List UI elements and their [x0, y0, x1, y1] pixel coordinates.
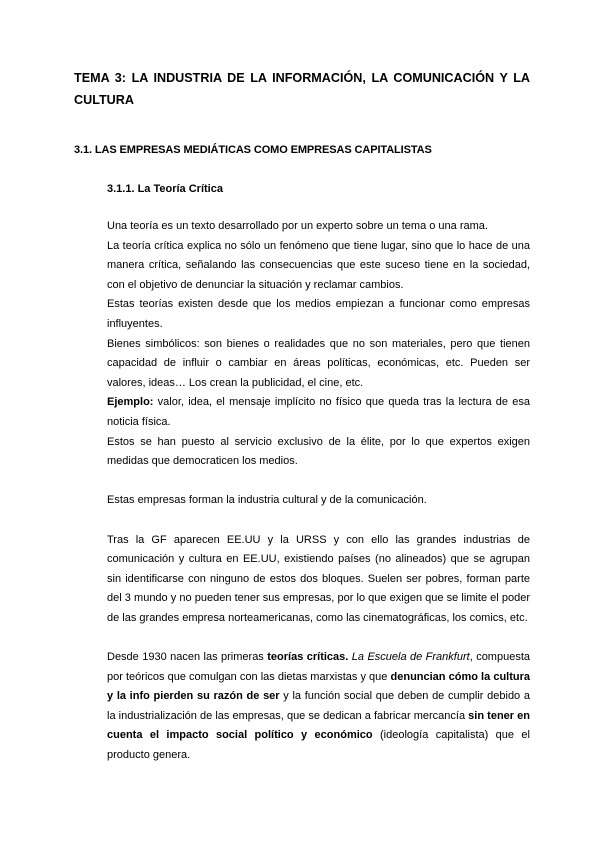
paragraph-frankfurt	[107, 648, 530, 766]
paragraph-example	[107, 393, 530, 432]
frankfurt-text-3: , compuesta por teóricos que comulgan con las dietas marxistas y que	[107, 651, 530, 683]
frankfurt-italic: La Escuela de Frankfurt	[351, 651, 470, 664]
paragraph-elite: Estos se han puesto al servicio exclusivo de la élite, por lo que expertos exigen medidas que democraticen los medios.	[107, 435, 530, 468]
frankfurt-text-4: y la función social que deben de cumplir debido a la industrialización de las empresas, que se dedican a fabricar mercancía	[107, 690, 530, 722]
subsection-heading: 3.1.1. La Teoría Crítica	[107, 183, 223, 195]
frankfurt-bold-2: denuncian cómo la cultura y la info pierden su razón de ser	[107, 670, 531, 703]
section-heading: 3.1. LAS EMPRESAS MEDIÁTICAS COMO EMPRESAS CAPITALISTAS	[74, 144, 432, 156]
example-label: Ejemplo:	[107, 396, 154, 409]
frankfurt-text-1: Desde 1930 nacen las primeras	[107, 651, 268, 664]
paragraph-theories-origin: Estas teorías existen desde que los medios empiezan a funcionar como empresas influyentes.	[107, 298, 530, 330]
frankfurt-bold-3: sin tener en cuenta el impacto social político y económico	[107, 709, 530, 742]
body-text	[107, 217, 530, 766]
frankfurt-text-5: (ideología capitalista) que el producto genera.	[107, 729, 530, 762]
example-text: valor, idea, el mensaje implícito no físico que queda tras la lectura de esa noticia física.	[107, 396, 530, 428]
chapter-title: TEMA 3: LA INDUSTRIA DE LA INFORMACIÓN, LA COMUNICACIÓN Y LA CULTURA	[74, 71, 530, 107]
paragraph-critical-theory: La teoría crítica explica no sólo un fenómeno que tiene lugar, sino que lo hace de una manera crítica, señalando las consecuencias que este suceso tiene en la sociedad, con el objetivo de denunciar la situación y reclamar cambios.	[107, 239, 530, 291]
paragraph-symbolic-goods: Bienes simbólicos: son bienes o realidades que no son materiales, pero que tienen capacidad de influir o cambiar en áreas políticas, económicas, etc. Pueden ser valores, ideas… Los crean la publicidad, el cine, etc.	[107, 337, 530, 389]
paragraph-definition: Una teoría es un texto desarrollado por un experto sobre un tema o una rama.	[107, 220, 488, 232]
frankfurt-bold-1: teorías críticas.	[267, 651, 349, 664]
paragraph-history: Tras la GF aparecen EE.UU y la URSS y con ello las grandes industrias de comunicación y cultura en EE.UU, existiendo países (no alineados) que se agrupan sin identificarse con ninguno de estos dos bloques. Suelen ser pobres, forman parte del 3 mundo y no pueden tener sus empresas, por lo que exigen que se limite el poder de las grandes empresa norteamericanas, como las cinematográficas, los comics, etc.	[107, 533, 530, 624]
document-content	[74, 67, 530, 766]
paragraph-industry: Estas empresas forman la industria cultural y de la comunicación.	[107, 494, 427, 507]
